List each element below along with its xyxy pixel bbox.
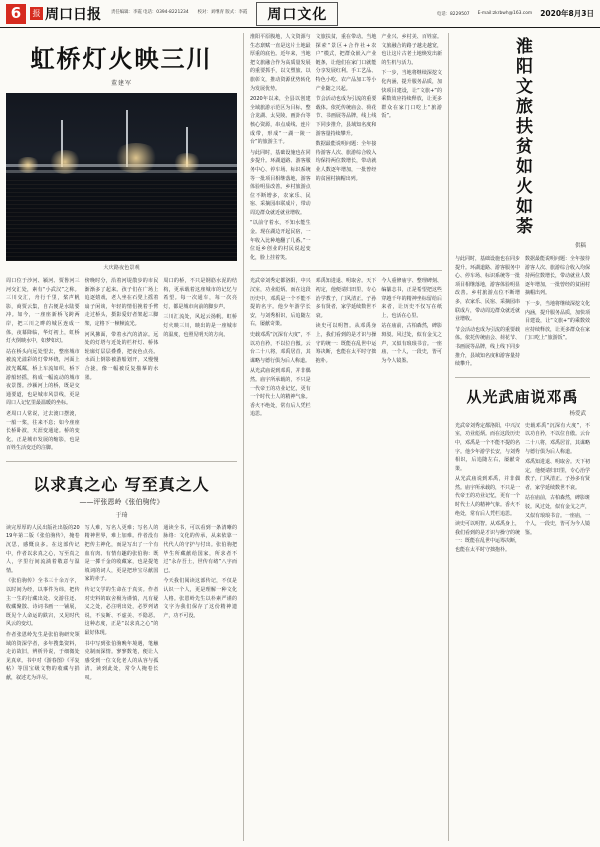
paragraph: 今人重修庙宇、整理碑刻、编纂志书，正是希望把这些穿越千年的精神坐标留给后来者，让历史不仅写在纸上，也活在心里。 — [381, 278, 443, 319]
mid-article2-body — [250, 277, 442, 421]
paragraph: 从光武庙说到邓禹，并非偶然。庙宇所承载的，不只是一代帝王的功业记忆，更有一个时代士人的精神气象。香火不绝处，常有后人凭栏追思。 — [455, 476, 521, 517]
masthead-meta-proof: 校对：刘继青 版式：李霞 — [197, 10, 248, 16]
paragraph: 站在庙前，古柏森然，碑影斑驳。风过处，似有金戈之声，又似有琅琅书音。一座庙，一个人，一段史，皆可为今人镜鉴。 — [381, 323, 443, 364]
lead-headline: 虹桥灯火映三川 — [30, 44, 213, 73]
paragraph: 下一步，当地将继续深挖文化内涵，提升服务品质，加快项目建设，让“文旅+”的乘数效应持续释放，让更多群众在家门口吃上“旅游饭”。 — [381, 70, 443, 120]
paragraph: 书中写到张伯驹晚年境遇，笔触克制而深情。寥寥数笔，便让人感受到一位文化老人的从容与孤清。读到此处，常令人掩卷长叹。 — [84, 640, 159, 681]
paragraph: 傍晚时分，沿着河堤散步的市民渐渐多了起来。孩子们在广场上追逐嬉戏，老人坐在石凳上摇着扇子闲谈，年轻的情侣挽着手臂走过桥头，摄影爱好者架起三脚架，定格下一帧帧流光。 — [84, 278, 159, 327]
paragraph: 写人难，写名人更难；写名人的精神世界，难上加难。作者没有把传主神化，而是写出了一个有血有肉、有情有趣的张伯驹：既是一掷千金的收藏家，也是提笔填词的词人，更是把珍宝尽献国家的赤子。 — [84, 524, 159, 583]
paragraph: 光武帝刘秀定都洛阳，中兴汉室，功业彪炳。而在这段历史中，邓禹是一个不能不提的名字。他少年游学长安，与刘秀相识，后追随左右，屡献奇策。 — [455, 422, 521, 472]
page-number: 6 — [6, 4, 26, 24]
paragraph: 文旅扶贫，重在带动。当地探索“景区+合作社+农户”模式，把群众嵌入产业链条，让他们在家门口就能分享发展红利。手工艺品、特色小吃、农产品加工等小产业随之兴起。 — [315, 34, 377, 92]
lead-body — [6, 277, 237, 455]
paragraph: 从光武庙说到邓禹，并非偶然。庙宇所承载的，不只是一代帝王的功业记忆，更有一个时代士人的精神气象。香火不绝处，常有后人凭栏追思。 — [250, 368, 311, 418]
paragraph: 产业兴、乡村美、百姓富。文旅融合的路子越走越宽，也让这片古老土地焕发出新的生机与活力。 — [381, 34, 443, 66]
section-divider — [6, 461, 237, 462]
paper-name: 周口日报 — [45, 6, 101, 23]
paragraph: 读完厚厚的人民出版社出版的2019年第二版《张伯驹传》，掩卷沉思，感慨良多。在这部传记中，作者以求真之心，写至真之人，字里行间流淌着敬意与温情。 — [6, 524, 80, 574]
section-title: 周口文化 — [256, 2, 338, 26]
paragraph: 《张伯驹传》全书三十余万字，以时间为经，以事件为纬，把传主一生的行藏出处、交游往还、收藏聚散、诗词书画一一铺展，既见个人命运的跌宕，又见时代风云的变幻。 — [6, 578, 80, 628]
publication-date: 2020年8月3日 — [540, 9, 594, 18]
second-article-title: 以求真之心 写至真之人 — [33, 474, 210, 494]
second-article-byline: 于琦 — [115, 511, 128, 519]
logo-badge-icon: 报 — [30, 7, 43, 20]
paragraph: 史载邓禹“沉深有大度”，不以功自矜，不以位自傲。云台二十八将，邓禹居首，其谋略与德行俱为后人称道。 — [250, 332, 311, 364]
right-article-byline: 杨爱武 — [569, 410, 586, 417]
paragraph: 节会活动也成为引流的重要载体。依托传统庙会、荷花节、书画展等品牌，线上线下同步推介，县域知名度和游客量持续攀升。 — [455, 326, 521, 368]
right-article-title: 从光武庙说邓禹 — [466, 387, 579, 406]
paragraph: 光武帝刘秀定都洛阳，中兴汉室，功业彪炳。而在这段历史中，邓禹是一个不能不提的名字。他少年游学长安，与刘秀相识，后追随左右，屡献奇策。 — [250, 278, 311, 328]
second-article-body — [6, 524, 237, 685]
mid-body — [250, 33, 442, 264]
paragraph: 今天我们阅读这部传记，不仅是认识一个人，更是理解一种文化人格。张恩岭先生以朴素严谨的文字为我们保存了这份精神遗产，功不可没。 — [163, 578, 238, 619]
lead-byline: 董建军 — [110, 80, 132, 87]
paragraph: 周口的桥，不只是钢筋水泥的结构，更承载着这座城市的记忆与希望。每一次通车，每一次亮灯，都是城市向前的脚步声。 — [163, 278, 238, 310]
paragraph: 邓禹知进退、明取舍。天下初定，他便请归田里，专心治学教子，门风清正。子孙多有贤者，家学延续数世不衰。 — [315, 278, 377, 319]
paragraph: 三川汇流处，风起云扬帆。虹桥灯火映三川，映出的是一座城市的温度，也照见明天的方向。 — [163, 314, 238, 338]
paragraph: 通读全书，可以看到一条清晰的脉络：文化的传承，从来依靠一代代人的守护与付出。张伯驹把毕生所藏献给国家，所求者不过“永存吾土，世传有绪”八字而已。 — [163, 524, 238, 574]
masthead-phone: 电话：8229507 — [436, 11, 470, 17]
paragraph: “以前守着水，不知水能生金。现在湖边开起民宿，一年收入比种地翻了几番。”一位返乡创业的村民说起变化，脸上挂着笑。 — [250, 220, 311, 261]
paragraph: 读史可以明智。从邓禹身上，我们看到的是才识与操守的统一：既能在乱世中运筹决断，也能在太平时守拙抱朴。 — [315, 323, 377, 364]
page-body — [0, 28, 600, 847]
paragraph: 与此同时，基础设施也在同步提升。环湖道路、游客服务中心、停车场、标识系统等一批项目相继落地，游客体验明显改善。乡村旅游点位不断增多，农家乐、民宿、采摘园串联成片，带动周边群众就近就业增收。 — [455, 256, 521, 323]
paper-logo — [30, 4, 101, 24]
paragraph: 读史可以明智。从邓禹身上，我们看到的是才识与操守的统一：既能在乱世中运筹决断，也能在太平时守拙抱朴。 — [455, 521, 521, 554]
masthead-email: E-mail:zkrbwh@163.com — [477, 11, 533, 16]
paragraph: 老周口人常说，过去渡口摆渡，一船一桨，往来不息；如今座座长桥卧波，天涯变通途。桥的变化，正是城市发展的缩影，也是百姓生活变迁的注脚。 — [6, 410, 80, 452]
feature-title-vertical: 淮阳文旅扶贫如火如荼 — [512, 37, 532, 237]
paragraph: 传记文学的生命在于真实。作者对史料的取舍极为谨慎，凡有疑义之处，必注明出处，必罗列诸说，不妄断、不虚美、不隐恶。这种态度，正是“以求真之心”的最好体现。 — [84, 587, 159, 636]
paragraph: 数据最能说明问题：全年接待游客人次、旅游综合收入均保持两位数增长，带动就业人数逐年增加，一批曾经的贫困村摘帽出列。 — [525, 256, 591, 297]
right-article-body — [455, 422, 590, 557]
masthead — [0, 0, 600, 28]
photo-caption: 大庆路夜色景观 — [103, 265, 140, 271]
middle-column — [244, 33, 449, 841]
paragraph: 河风拂面，带着水汽的清凉。远处的灯塔与近处的栏杆灯、桥体轮廓灯层层叠叠，把夜色点亮。水面上倒影被游船划开，又慢慢合拢，像一幅被反复描摹的水墨。 — [84, 331, 159, 381]
paragraph: 与此同时，基础设施也在同步提升。环湖道路、游客服务中心、停车场、标识系统等一批项目相继落地，游客体验明显改善。乡村旅游点位不断增多，农家乐、民宿、采摘园串联成片，带动周边群众就近就业增收。 — [250, 149, 311, 216]
right-column — [449, 33, 590, 841]
left-column — [6, 33, 244, 841]
paragraph: 站在桥头向远处望去，整座城市被流光溢彩的灯带环绕，河面上波光粼粼，桥上车流如织，桥下游船轻摇，构成一幅流动的城市夜景图。沙颍河上的桥，既是交通要道，也是城市风景线，更是周口人记忆里最温暖的坐标。 — [6, 348, 80, 407]
paragraph: 淮阳平原腹地，人文资源与生态禀赋一直是这片土地最厚重的底色。近年来，当地把文旅融合作为高质量发展的重要抓手，以文塑旅、以旅彰文，推动资源优势转化为发展优势。 — [250, 34, 311, 92]
lead-photo — [6, 93, 237, 261]
section-divider — [250, 270, 442, 271]
vertical-title-wrap — [455, 33, 590, 239]
paragraph: 史载邓禹“沉深有大度”，不以功自矜，不以位自傲。云台二十八将，邓禹居首，其谋略与德行俱为后人称道。 — [525, 422, 591, 455]
second-article-subtitle: ——评张恩岭《张伯驹传》 — [79, 497, 164, 506]
paragraph: 2020年以来，全县以创建全域旅游示范区为目标，整合龙湖、太昊陵、画卦台等核心资源，串点成线、连片成带，形成“一湖一陵一台”的旅游主干。 — [250, 96, 311, 146]
paragraph: 邓禹知进退、明取舍。天下初定，他便请归田里，专心治学教子，门风清正。子孙多有贤者，家学延续数世不衰。 — [525, 459, 591, 491]
paragraph: 周口位于沙河、颍河、贾鲁河三河交汇处，素有“小武汉”之称。三川交汇，舟行千里，桨声帆影，商贾云集，自古便是水陆要冲。如今，一座座新桥飞跨两岸，把三川之畔的城区连成一体，夜幕降临，华灯初上，虹桥灯火倒映水中，如梦如幻。 — [6, 278, 80, 345]
feature-byline: 供稿 — [574, 243, 586, 249]
right-body — [455, 255, 590, 371]
masthead-meta-editor: 责任编辑：李霞 电话：0394-8221234 — [111, 10, 189, 16]
paragraph: 节会活动也成为引流的重要载体。依托传统庙会、荷花节、书画展等品牌，线上线下同步推介，县域知名度和游客量持续攀升。 — [315, 96, 377, 137]
paragraph: 下一步，当地将继续深挖文化内涵，提升服务品质，加快项目建设，让“文旅+”的乘数效应持续释放，让更多群众在家门口吃上“旅游饭”。 — [525, 300, 591, 342]
paragraph: 数据最能说明问题：全年接待游客人次、旅游综合收入均保持两位数增长，带动就业人数逐年增加，一批曾经的贫困村摘帽出列。 — [315, 141, 377, 182]
section-divider — [455, 377, 590, 378]
paragraph: 站在庙前，古柏森然，碑影斑驳。风过处，似有金戈之声，又似有琅琅书音。一座庙，一个人，一段史，皆可为今人镜鉴。 — [525, 495, 591, 536]
paragraph: 作者张恩岭先生是张伯驹研究领域的资深学者，多年搜集资料，走访故旧，辨析异说，于细微处见真章。书中对《游春图》《平复帖》等国宝级文物的收藏与捐献，叙述尤为详尽。 — [6, 632, 80, 681]
